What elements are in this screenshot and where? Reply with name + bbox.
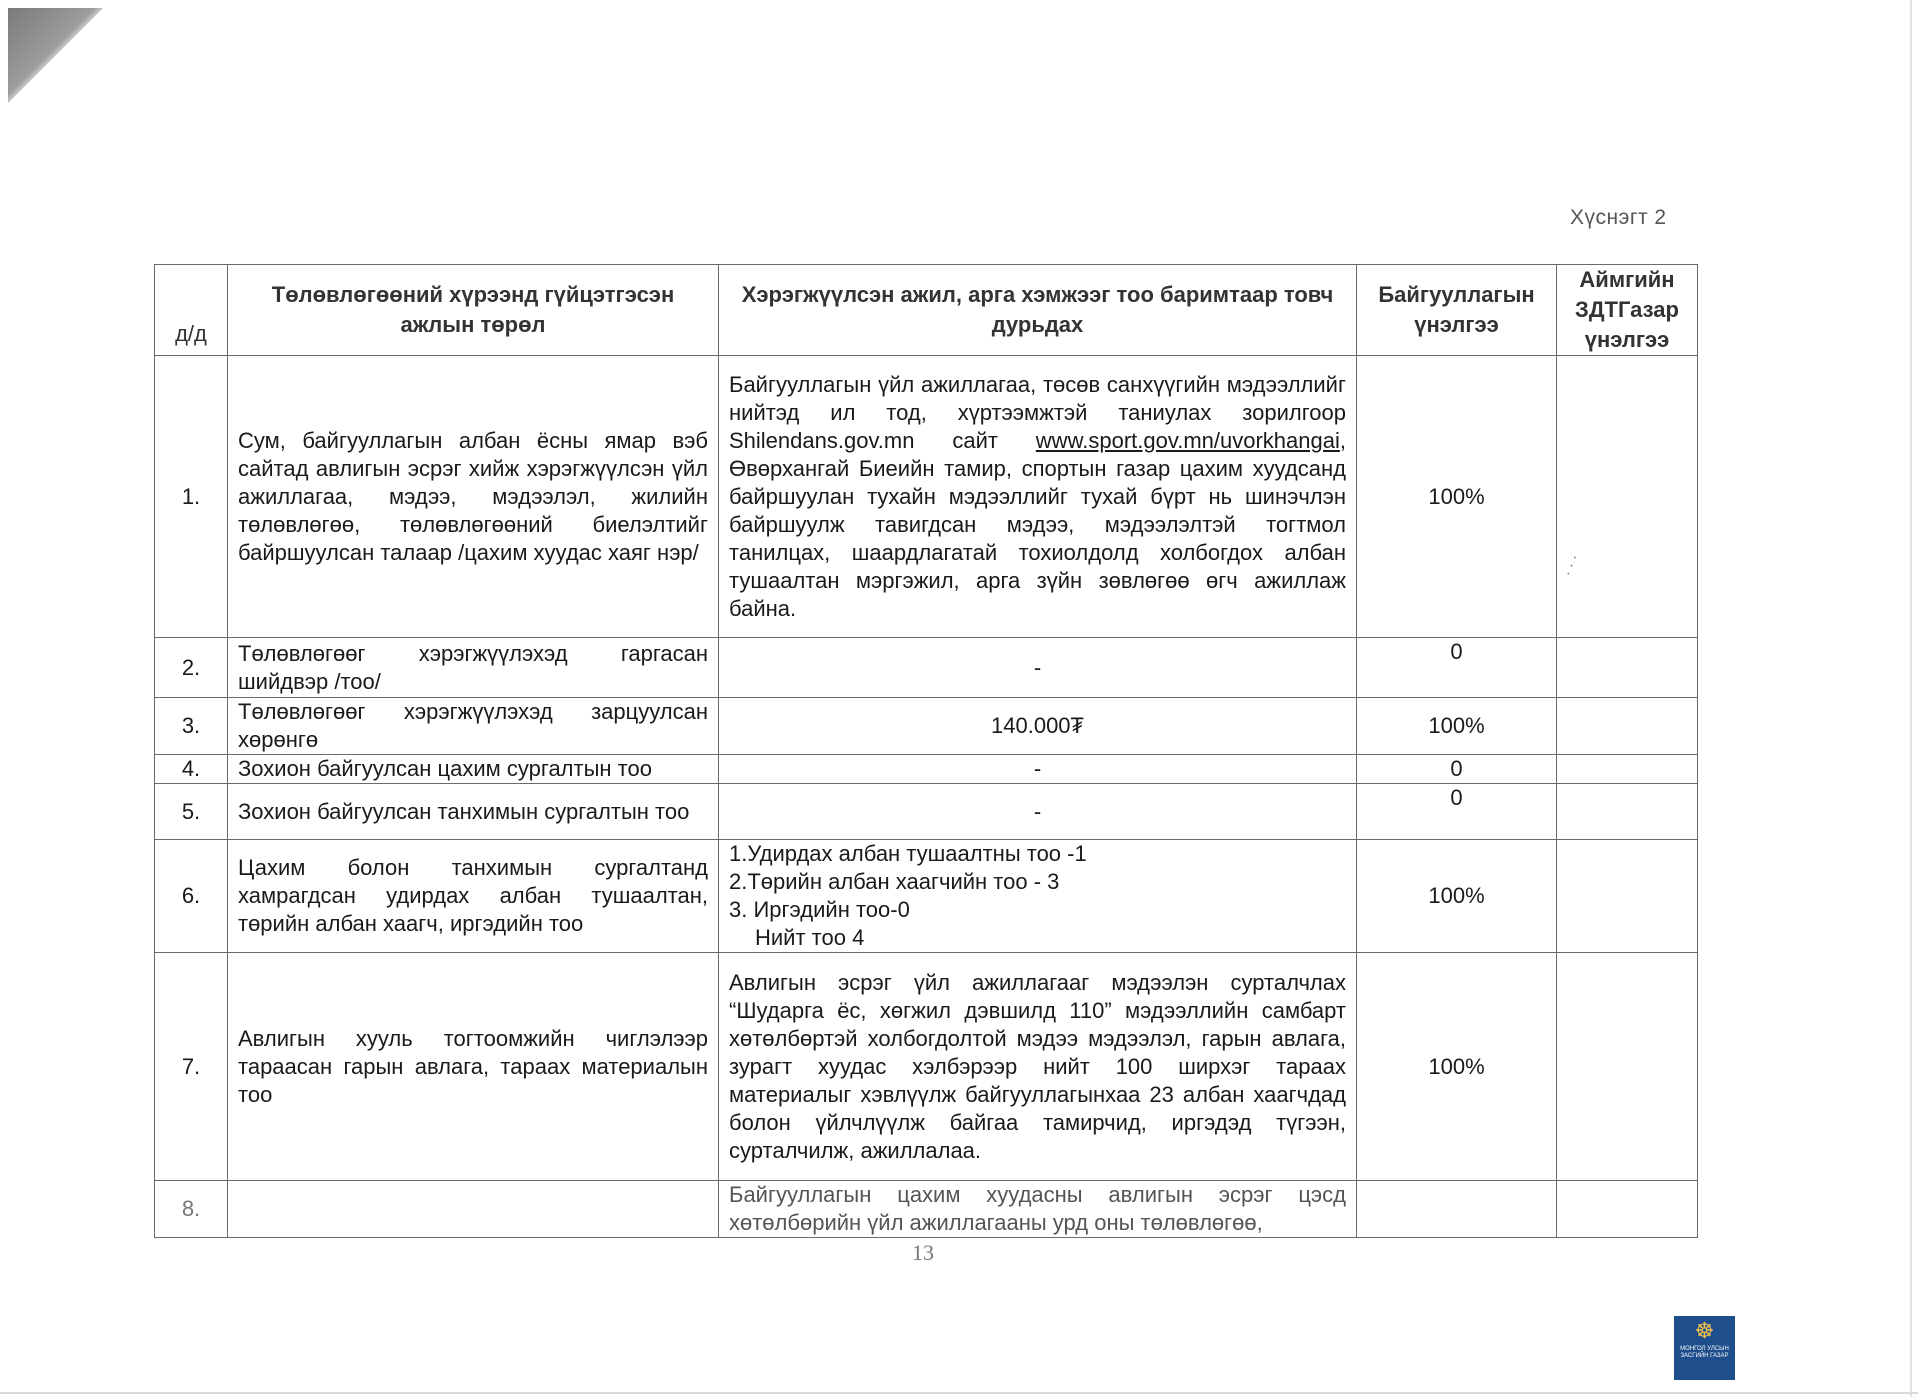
row-work-type: Зохион байгуулсан цахим сургалтын тоо bbox=[228, 755, 719, 784]
row-work-type: Төлөвлөгөөг хэрэгжүүлэхэд зарцуулсан хөрөнгө bbox=[228, 698, 719, 755]
annex-label: Хүснэгт 2 bbox=[1570, 206, 1667, 229]
row-number: 8. bbox=[155, 1181, 228, 1238]
row-org-rating bbox=[1357, 1181, 1557, 1238]
table-row bbox=[155, 1181, 1698, 1238]
row-aimag-rating bbox=[1557, 1181, 1698, 1238]
row-aimag-rating bbox=[1557, 755, 1698, 784]
row-org-rating: 100% bbox=[1357, 840, 1557, 953]
row-org-rating: 0 bbox=[1357, 638, 1557, 698]
row-details bbox=[719, 840, 1357, 953]
row-work-type: Төлөвлөгөөг хэрэгжүүлэхэд гаргасан шийдвэр /тоо/ bbox=[228, 638, 719, 698]
row-aimag-rating bbox=[1557, 953, 1698, 1181]
table-row bbox=[155, 840, 1698, 953]
row-work-type: Авлигын хууль тогтоомжийн чиглэлээр тараасан гарын авлага, тараах материалын тоо bbox=[228, 953, 719, 1181]
row-number: 3. bbox=[155, 698, 228, 755]
row-details: 140.000₮ bbox=[719, 698, 1357, 755]
row-org-rating: 100% bbox=[1357, 698, 1557, 755]
website-link[interactable]: www.sport.gov.mn/uvorkhangai bbox=[1035, 427, 1340, 453]
report-table bbox=[154, 264, 1698, 1238]
row-details: Байгууллагын үйл ажиллагаа, төсөв санхүүгийн мэдээллийг нийтэд ил тод, хүртээмжтэй таниулах зорилгоор Shilendans.gov.mn сайт www.sport.gov.mn/uvorkhangai, Өвөрхангай Биеийн тамир, спортын газар цахим хуудсанд байршуулан тухайн мэдээллийг тухай бүрт нь шинэчлэн байршуулж тавигдсан мэдээ, мэдээлэлтэй тогтмол танилцах, шаардлагатай тохиолдолд холбогдох албан тушаалтан мэргэжил, арга зүйн зөвлөгөө өгч ажиллаж байна. bbox=[719, 356, 1357, 638]
row-number: 5. bbox=[155, 784, 228, 840]
row-org-rating: 0 bbox=[1357, 784, 1557, 840]
detail-line: 1.Удирдах албан тушаалтны тоо -1 bbox=[729, 841, 1087, 866]
logo-caption: МОНГОЛ УЛСЫН ЗАСГИЙН ГАЗАР bbox=[1680, 1346, 1729, 1359]
row-aimag-rating bbox=[1557, 840, 1698, 953]
table-header-row bbox=[155, 265, 1698, 356]
row-work-type: Сум, байгууллагын албан ёсны ямар вэб сайтад авлигын эсрэг хийж хэрэгжүүлсэн үйл ажиллагаа, мэдээ, мэдээлэл, жилийн төлөвлөгөө, төлөвлөгөөний биелэлтийг байршуулсан талаар /цахим хуудас хаяг нэр/ bbox=[228, 356, 719, 638]
row-details: - bbox=[719, 784, 1357, 840]
row-aimag-rating bbox=[1557, 784, 1698, 840]
table-row bbox=[155, 356, 1698, 638]
row-details: Авлигын эсрэг үйл ажиллагааг мэдээлэн сурталчлах “Шударга ёс, хөгжил дэвшилд 110” мэдээллийн самбарт хөтөлбөртэй холбогдолтой мэдээ мэдээлэл, гарын авлага, зурагт хуудас хэлбэрээр нийт 100 ширхэг тараах материалыг хэвлүүлж байгууллагынхаа 23 албан хаагчдад болон үйлчлүүлж байгаа тамирчид, иргэдэд түгээн, сурталчилж, ажиллалаа. bbox=[719, 953, 1357, 1181]
row-number: 4. bbox=[155, 755, 228, 784]
header-work-type: Төлөвлөгөөний хүрээнд гүйцэтгэсэн ажлын төрөл bbox=[228, 265, 719, 356]
table-row bbox=[155, 698, 1698, 755]
header-details: Хэрэгжүүлсэн ажил, арга хэмжээг тоо баримтаар товч дурьдах bbox=[719, 265, 1357, 356]
row-org-rating: 100% bbox=[1357, 953, 1557, 1181]
table-row bbox=[155, 953, 1698, 1181]
header-aimag-rating: Аймгийн ЗДТГазар үнэлгээ bbox=[1557, 265, 1698, 356]
stamp-mark: · · · bbox=[1560, 552, 1585, 580]
detail-line: 3. Иргэдийн тоо-0 bbox=[729, 897, 910, 922]
table-row bbox=[155, 638, 1698, 698]
page-corner-fold bbox=[8, 8, 103, 103]
row-aimag-rating bbox=[1557, 698, 1698, 755]
row-number: 1. bbox=[155, 356, 228, 638]
page-number: 13 bbox=[912, 1240, 934, 1265]
table-row bbox=[155, 784, 1698, 840]
row-number: 7. bbox=[155, 953, 228, 1181]
row-aimag-rating bbox=[1557, 638, 1698, 698]
row-org-rating: 0 bbox=[1357, 755, 1557, 784]
scan-edge-bottom bbox=[0, 1392, 1918, 1394]
soyombo-icon: ☸ bbox=[1694, 1318, 1715, 1343]
header-org-rating: Байгууллагын үнэлгээ bbox=[1357, 265, 1557, 356]
header-number: д/д bbox=[155, 265, 228, 356]
row-number: 2. bbox=[155, 638, 228, 698]
row-details: Байгууллагын цахим хуудасны авлигын эсрэг цэсд хөтөлбөрийн үйл ажиллагааны урд оны төлөвлөгөө, bbox=[719, 1181, 1357, 1238]
row-work-type: Зохион байгуулсан танхимын сургалтын тоо bbox=[228, 784, 719, 840]
row-work-type: Цахим болон танхимын сургалтанд хамрагдсан удирдах албан тушаалтан, төрийн албан хаагч, иргэдийн тоо bbox=[228, 840, 719, 953]
detail-line: 2.Төрийн албан хаагчийн тоо - 3 bbox=[729, 869, 1060, 894]
row-work-type bbox=[228, 1181, 719, 1238]
row-details: - bbox=[719, 755, 1357, 784]
government-logo bbox=[1674, 1316, 1735, 1380]
row-org-rating: 100% bbox=[1357, 356, 1557, 638]
table-row bbox=[155, 755, 1698, 784]
row-number: 6. bbox=[155, 840, 228, 953]
row-details: - bbox=[719, 638, 1357, 698]
detail-line: Нийт тоо 4 bbox=[755, 925, 865, 950]
